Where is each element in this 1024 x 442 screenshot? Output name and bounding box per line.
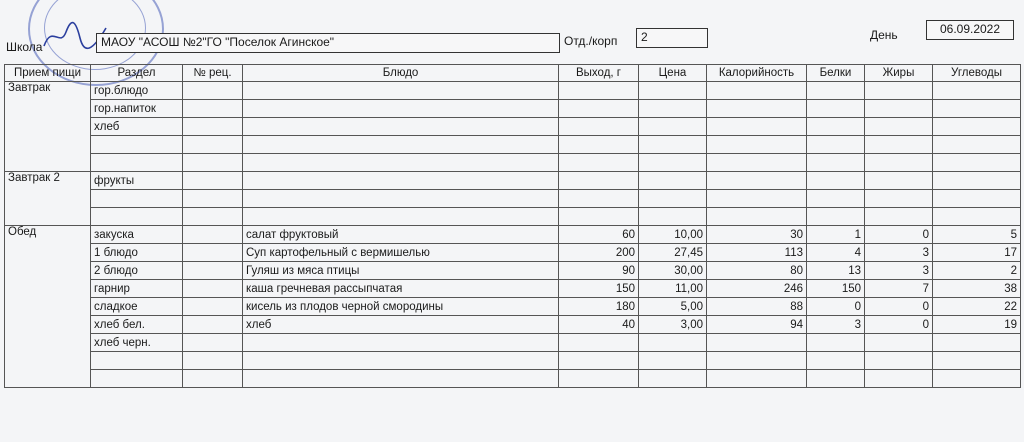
table-row: [5, 172, 1021, 190]
cell-dish[interactable]: [243, 154, 559, 172]
cell-price[interactable]: [639, 352, 707, 370]
cell-section[interactable]: сладкое: [91, 298, 183, 316]
cell-out[interactable]: [559, 208, 639, 226]
cell-out[interactable]: [559, 172, 639, 190]
cell-carb[interactable]: [933, 190, 1021, 208]
cell-carb[interactable]: 5: [933, 226, 1021, 244]
cell-out[interactable]: 90: [559, 262, 639, 280]
cell-rec[interactable]: [183, 172, 243, 190]
cell-out[interactable]: [559, 334, 639, 352]
cell-fat[interactable]: [865, 82, 933, 100]
cell-prot[interactable]: [807, 172, 865, 190]
cell-out[interactable]: [559, 352, 639, 370]
col-section-header: Раздел: [91, 65, 183, 82]
col-meal-header: Прием пищи: [5, 65, 91, 82]
meal-name: Обед: [5, 226, 91, 388]
cell-price[interactable]: 10,00: [639, 226, 707, 244]
cell-cal[interactable]: [707, 154, 807, 172]
cell-carb[interactable]: 17: [933, 244, 1021, 262]
cell-out[interactable]: [559, 100, 639, 118]
cell-prot[interactable]: [807, 208, 865, 226]
cell-fat[interactable]: 3: [865, 244, 933, 262]
cell-prot[interactable]: 3: [807, 316, 865, 334]
cell-rec[interactable]: [183, 334, 243, 352]
cell-fat[interactable]: [865, 190, 933, 208]
school-label: Школа: [6, 40, 43, 54]
cell-section[interactable]: гор.напиток: [91, 100, 183, 118]
day-label: День: [870, 28, 898, 42]
cell-out[interactable]: 150: [559, 280, 639, 298]
cell-dish[interactable]: [243, 118, 559, 136]
cell-section[interactable]: [91, 208, 183, 226]
cell-dish[interactable]: [243, 172, 559, 190]
cell-dish[interactable]: каша гречневая рассыпчатая: [243, 280, 559, 298]
cell-carb[interactable]: 19: [933, 316, 1021, 334]
cell-section[interactable]: гор.блюдо: [91, 82, 183, 100]
cell-carb[interactable]: [933, 370, 1021, 388]
cell-dish[interactable]: кисель из плодов черной смородины: [243, 298, 559, 316]
cell-rec[interactable]: [183, 244, 243, 262]
cell-fat[interactable]: [865, 100, 933, 118]
cell-carb[interactable]: 2: [933, 262, 1021, 280]
table-row: [5, 154, 1021, 172]
cell-price[interactable]: [639, 136, 707, 154]
cell-section[interactable]: хлеб черн.: [91, 334, 183, 352]
cell-price[interactable]: 30,00: [639, 262, 707, 280]
cell-cal[interactable]: 80: [707, 262, 807, 280]
cell-rec[interactable]: [183, 226, 243, 244]
cell-cal[interactable]: 88: [707, 298, 807, 316]
cell-prot[interactable]: [807, 190, 865, 208]
cell-out[interactable]: [559, 136, 639, 154]
table-row: [5, 82, 1021, 100]
cell-out[interactable]: [559, 82, 639, 100]
cell-rec[interactable]: [183, 262, 243, 280]
cell-out[interactable]: [559, 370, 639, 388]
school-field[interactable]: МАОУ "АСОШ №2"ГО "Поселок Агинское": [96, 33, 560, 53]
cell-out[interactable]: 200: [559, 244, 639, 262]
cell-carb[interactable]: [933, 82, 1021, 100]
cell-dish[interactable]: [243, 136, 559, 154]
cell-out[interactable]: [559, 154, 639, 172]
cell-rec[interactable]: [183, 82, 243, 100]
cell-dish[interactable]: хлеб: [243, 316, 559, 334]
meal-name: Завтрак: [5, 82, 91, 172]
cell-price[interactable]: [639, 208, 707, 226]
table-row: [5, 100, 1021, 118]
cell-section[interactable]: фрукты: [91, 172, 183, 190]
cell-fat[interactable]: 0: [865, 316, 933, 334]
table-row: [5, 316, 1021, 334]
cell-carb[interactable]: [933, 334, 1021, 352]
cell-carb[interactable]: [933, 136, 1021, 154]
dept-label: Отд./корп: [564, 34, 618, 48]
cell-rec[interactable]: [183, 370, 243, 388]
cell-cal[interactable]: [707, 82, 807, 100]
cell-section[interactable]: закуска: [91, 226, 183, 244]
cell-fat[interactable]: [865, 370, 933, 388]
cell-section[interactable]: [91, 352, 183, 370]
cell-price[interactable]: [639, 118, 707, 136]
dept-field[interactable]: 2: [636, 28, 708, 48]
cell-cal[interactable]: [707, 136, 807, 154]
cell-out[interactable]: 60: [559, 226, 639, 244]
cell-section[interactable]: [91, 190, 183, 208]
cell-section[interactable]: 1 блюдо: [91, 244, 183, 262]
cell-dish[interactable]: [243, 334, 559, 352]
table-row: [5, 352, 1021, 370]
cell-cal[interactable]: [707, 100, 807, 118]
cell-dish[interactable]: [243, 82, 559, 100]
table-row: [5, 226, 1021, 244]
cell-prot[interactable]: 13: [807, 262, 865, 280]
cell-section[interactable]: хлеб: [91, 118, 183, 136]
cell-price[interactable]: [639, 190, 707, 208]
cell-cal[interactable]: [707, 370, 807, 388]
cell-carb[interactable]: [933, 352, 1021, 370]
cell-fat[interactable]: 3: [865, 262, 933, 280]
table-row: [5, 136, 1021, 154]
cell-carb[interactable]: 22: [933, 298, 1021, 316]
cell-cal[interactable]: [707, 190, 807, 208]
cell-rec[interactable]: [183, 136, 243, 154]
cell-fat[interactable]: 0: [865, 298, 933, 316]
cell-rec[interactable]: [183, 352, 243, 370]
col-output-header: Выход, г: [559, 65, 639, 82]
cell-cal[interactable]: [707, 172, 807, 190]
cell-fat[interactable]: [865, 352, 933, 370]
cell-dish[interactable]: [243, 190, 559, 208]
col-fat-header: Жиры: [865, 65, 933, 82]
cell-rec[interactable]: [183, 298, 243, 316]
cell-fat[interactable]: [865, 208, 933, 226]
cell-out[interactable]: 180: [559, 298, 639, 316]
date-field[interactable]: 06.09.2022: [926, 20, 1014, 40]
cell-fat[interactable]: [865, 118, 933, 136]
cell-fat[interactable]: [865, 136, 933, 154]
cell-section[interactable]: [91, 154, 183, 172]
cell-price[interactable]: [639, 172, 707, 190]
cell-carb[interactable]: [933, 100, 1021, 118]
cell-dish[interactable]: [243, 208, 559, 226]
table-row: [5, 370, 1021, 388]
cell-prot[interactable]: 0: [807, 298, 865, 316]
cell-prot[interactable]: [807, 100, 865, 118]
table-row: [5, 334, 1021, 352]
cell-cal[interactable]: 246: [707, 280, 807, 298]
cell-fat[interactable]: [865, 334, 933, 352]
cell-dish[interactable]: Суп картофельный с вермишелью: [243, 244, 559, 262]
cell-price[interactable]: [639, 82, 707, 100]
cell-section[interactable]: 2 блюдо: [91, 262, 183, 280]
cell-prot[interactable]: [807, 118, 865, 136]
cell-carb[interactable]: 38: [933, 280, 1021, 298]
cell-prot[interactable]: 4: [807, 244, 865, 262]
cell-fat[interactable]: [865, 172, 933, 190]
cell-cal[interactable]: 30: [707, 226, 807, 244]
cell-dish[interactable]: [243, 352, 559, 370]
cell-rec[interactable]: [183, 280, 243, 298]
cell-carb[interactable]: [933, 208, 1021, 226]
cell-prot[interactable]: [807, 154, 865, 172]
cell-cal[interactable]: [707, 208, 807, 226]
cell-price[interactable]: [639, 154, 707, 172]
cell-rec[interactable]: [183, 316, 243, 334]
cell-section[interactable]: [91, 370, 183, 388]
menu-table: [4, 64, 1021, 388]
col-protein-header: Белки: [807, 65, 865, 82]
cell-dish[interactable]: Гуляш из мяса птицы: [243, 262, 559, 280]
cell-price[interactable]: 11,00: [639, 280, 707, 298]
cell-cal[interactable]: 113: [707, 244, 807, 262]
col-carbs-header: Углеводы: [933, 65, 1021, 82]
cell-section[interactable]: хлеб бел.: [91, 316, 183, 334]
table-row: [5, 208, 1021, 226]
meal-name: Завтрак 2: [5, 172, 91, 226]
cell-dish[interactable]: [243, 370, 559, 388]
cell-dish[interactable]: [243, 100, 559, 118]
table-row: [5, 118, 1021, 136]
cell-dish[interactable]: салат фруктовый: [243, 226, 559, 244]
col-calories-header: Калорийность: [707, 65, 807, 82]
cell-prot[interactable]: [807, 136, 865, 154]
col-recipe-header: № рец.: [183, 65, 243, 82]
cell-carb[interactable]: [933, 154, 1021, 172]
cell-out[interactable]: [559, 118, 639, 136]
cell-prot[interactable]: [807, 334, 865, 352]
cell-price[interactable]: [639, 334, 707, 352]
cell-section[interactable]: гарнир: [91, 280, 183, 298]
cell-prot[interactable]: [807, 370, 865, 388]
cell-price[interactable]: 3,00: [639, 316, 707, 334]
table-row: [5, 298, 1021, 316]
cell-rec[interactable]: [183, 154, 243, 172]
table-row: [5, 190, 1021, 208]
cell-rec[interactable]: [183, 208, 243, 226]
table-header-row: [5, 65, 1021, 82]
cell-carb[interactable]: [933, 118, 1021, 136]
cell-cal[interactable]: [707, 118, 807, 136]
table-row: [5, 280, 1021, 298]
cell-prot[interactable]: 1: [807, 226, 865, 244]
col-price-header: Цена: [639, 65, 707, 82]
cell-prot[interactable]: [807, 352, 865, 370]
cell-fat[interactable]: 7: [865, 280, 933, 298]
cell-price[interactable]: [639, 100, 707, 118]
cell-price[interactable]: [639, 370, 707, 388]
cell-carb[interactable]: [933, 172, 1021, 190]
cell-out[interactable]: 40: [559, 316, 639, 334]
col-dish-header: Блюдо: [243, 65, 559, 82]
cell-rec[interactable]: [183, 190, 243, 208]
cell-section[interactable]: [91, 136, 183, 154]
cell-cal[interactable]: [707, 334, 807, 352]
table-row: [5, 244, 1021, 262]
cell-price[interactable]: 27,45: [639, 244, 707, 262]
cell-fat[interactable]: 0: [865, 226, 933, 244]
table-row: [5, 262, 1021, 280]
cell-fat[interactable]: [865, 154, 933, 172]
cell-rec[interactable]: [183, 118, 243, 136]
cell-prot[interactable]: [807, 82, 865, 100]
cell-cal[interactable]: 94: [707, 316, 807, 334]
cell-prot[interactable]: 150: [807, 280, 865, 298]
cell-cal[interactable]: [707, 352, 807, 370]
cell-price[interactable]: 5,00: [639, 298, 707, 316]
cell-rec[interactable]: [183, 100, 243, 118]
cell-out[interactable]: [559, 190, 639, 208]
